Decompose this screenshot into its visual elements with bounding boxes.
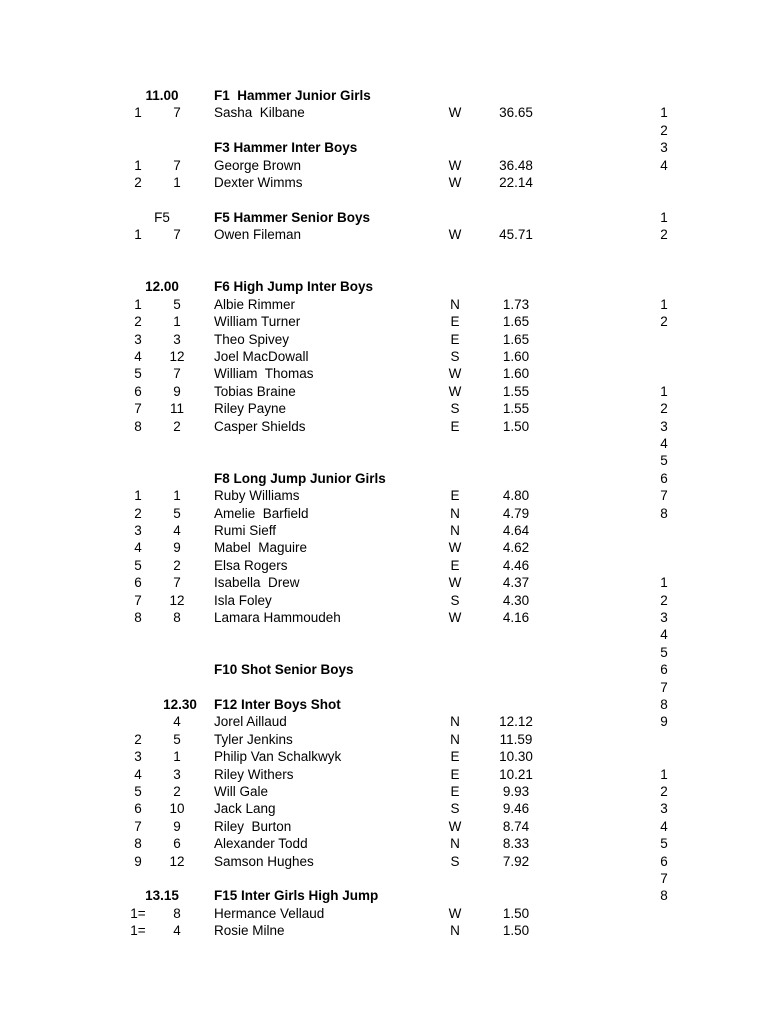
result-position: 6 [134,383,142,399]
result-position: 2 [134,175,142,190]
result-mark: 36.65 [499,105,533,121]
team-code: W [448,383,462,399]
rank-number: 6 [660,853,668,869]
result-lane: 7 [173,575,181,591]
athlete-name: Jack Lang [214,801,276,817]
result-position: 8 [134,418,142,434]
event-time [132,470,192,487]
team-code: W [448,905,462,921]
event-heading: F3 Hammer Inter Boys [214,140,358,156]
result-position: 1 [134,157,142,173]
rank-number: 5 [660,836,668,852]
rank-number: 4 [660,818,668,834]
team-code: W [448,227,462,243]
result-lane: 7 [173,105,181,121]
result-mark: 1.55 [502,401,530,417]
rank-number: 4 [660,436,668,451]
result-position: 1= [130,905,146,921]
rank-number: 1 [660,766,668,782]
result-mark: 11.59 [499,731,533,747]
result-lane: 11 [169,401,184,417]
result-lane: 2 [173,557,181,573]
athlete-name: Tobias Braine [214,383,296,399]
result-lane: 7 [173,366,181,382]
athlete-name: Tyler Jenkins [214,731,293,747]
athlete-name: Alexander Todd [214,836,308,852]
result-position [118,713,158,730]
result-mark: 1.50 [502,418,530,434]
result-lane: 6 [173,836,181,852]
result-mark: 9.46 [502,801,530,817]
athlete-name: Dexter Wimms [214,175,303,190]
result-lane: 1 [173,175,181,190]
rank-number: 4 [660,157,668,173]
team-code: W [448,540,462,556]
event-time: 12.30 [163,697,197,712]
rank-number: 1 [660,383,668,399]
rank-number: 3 [660,801,668,817]
rank-number: 2 [660,227,668,243]
result-mark: 4.46 [502,557,530,573]
team-code: N [450,923,460,939]
result-position: 7 [134,592,142,608]
result-lane: 9 [173,383,181,399]
team-code: W [448,175,462,190]
rank-number: 8 [660,505,668,521]
result-mark: 4.79 [502,505,530,521]
event-time: 13.15 [145,888,179,904]
result-mark: 45.71 [499,227,533,243]
team-code: W [448,105,462,121]
result-lane: 3 [173,766,181,782]
team-code: N [450,505,460,521]
rank-number: 1 [660,575,668,591]
team-code: N [450,523,460,538]
athlete-name: Philip Van Schalkwyk [214,749,342,765]
result-position: 5 [134,557,142,573]
team-code: E [450,557,460,573]
rank-number: 8 [660,888,668,904]
result-lane: 9 [173,540,181,556]
result-position: 7 [134,401,142,417]
athlete-name: Rumi Sieff [214,523,277,538]
result-position: 8 [134,610,142,625]
result-mark: 8.74 [502,818,530,834]
rank-number: 2 [660,401,668,417]
team-code: E [450,418,460,434]
result-position: 9 [134,853,142,869]
result-mark: 4.80 [502,488,530,504]
event-heading: F6 High Jump Inter Boys [214,279,374,295]
result-lane: 12 [169,853,185,869]
result-position: 3 [134,331,142,347]
athlete-name: Lamara Hammoudeh [214,610,341,625]
athlete-name: Riley Payne [214,401,287,417]
rank-number: 4 [660,627,668,643]
result-mark: 1.60 [502,366,530,382]
rank-number: 7 [660,679,668,695]
athlete-name: Albie Rimmer [214,296,296,312]
result-position: 6 [134,575,142,591]
rank-number: 2 [660,784,668,799]
result-position: 2 [134,731,142,747]
result-lane: 1 [173,749,181,765]
rank-number: 5 [660,453,668,469]
result-position: 4 [134,766,142,782]
athlete-name: Ruby Williams [214,488,300,504]
rank-number: 2 [660,314,668,330]
result-lane: 10 [169,801,185,817]
result-mark: 1.50 [502,905,530,921]
rank-number: 2 [660,592,668,608]
athlete-name: Riley Burton [214,818,292,834]
rank-number: 9 [660,714,668,730]
result-mark: 12.12 [499,714,533,730]
rank-number: 3 [660,418,668,434]
athlete-name: Rosie Milne [214,923,285,939]
event-heading: F10 Shot Senior Boys [214,662,354,678]
team-code: E [450,488,460,504]
event-heading: F12 Inter Boys Shot [214,697,341,712]
team-code: S [450,401,460,417]
result-position: 1 [134,105,142,121]
result-lane: 2 [173,784,181,799]
athlete-name: Theo Spivey [214,331,290,347]
result-lane: 1 [173,488,181,504]
event-time [132,661,192,678]
event-time: 12.00 [145,279,179,295]
team-code: E [450,331,460,347]
result-lane: 12 [169,349,185,364]
athlete-name: Owen Fileman [214,227,302,243]
event-time [132,139,192,156]
athlete-name: Amelie Barfield [214,505,309,521]
athlete-name: Elsa Rogers [214,557,288,573]
result-lane: 8 [173,905,181,921]
result-lane: 5 [173,296,181,312]
team-code: E [450,314,460,330]
rank-number: 6 [660,470,668,486]
result-mark: 1.50 [502,923,530,939]
result-lane: 5 [173,731,181,747]
result-mark: 1.65 [502,314,530,330]
result-position: 2 [134,505,142,521]
result-position: 2 [134,314,142,330]
result-mark: 7.92 [502,853,530,869]
result-mark: 1.73 [502,296,530,312]
event-heading: F8 Long Jump Junior Girls [214,470,386,486]
athlete-name: Hermance Vellaud [214,905,325,921]
team-code: S [450,853,460,869]
result-mark: 10.30 [499,749,533,765]
event-time: F5 [154,209,170,225]
result-mark: 1.65 [502,331,530,347]
result-lane: 2 [173,418,181,434]
event-heading: F1 Hammer Junior Girls [214,88,371,103]
result-position: 5 [134,366,142,382]
team-code: W [448,157,462,173]
event-heading: F5 Hammer Senior Boys [214,209,371,225]
result-position: 5 [134,784,142,799]
event-time: 11.00 [145,88,179,103]
result-lane: 9 [173,818,181,834]
athlete-name: Sasha Kilbane [214,105,305,121]
athlete-name: Riley Withers [214,766,294,782]
rank-number: 7 [660,488,668,504]
result-mark: 22.14 [499,175,533,190]
athlete-name: William Turner [214,314,301,330]
athlete-name: Samson Hughes [214,853,314,869]
result-lane: 7 [173,157,181,173]
athlete-name: George Brown [214,157,302,173]
result-position: 1 [134,227,142,243]
team-code: E [450,749,460,765]
rank-number: 3 [660,610,668,625]
result-position: 4 [134,540,142,556]
result-lane: 8 [173,610,181,625]
rank-number: 8 [660,697,668,712]
result-mark: 4.64 [502,523,530,538]
team-code: N [450,296,460,312]
rank-number: 3 [660,140,668,156]
team-code: E [450,766,460,782]
result-lane: 3 [173,331,181,347]
result-mark: 10.21 [499,766,533,782]
team-code: W [448,366,462,382]
athlete-name: Isabella Drew [214,575,300,591]
athlete-name: Will Gale [214,784,269,799]
result-mark: 1.55 [502,383,530,399]
result-mark: 4.62 [502,540,530,556]
result-mark: 36.48 [499,157,533,173]
athlete-name: Mabel Maguire [214,540,308,556]
rank-number: 7 [660,871,668,886]
rank-number: 6 [660,662,668,678]
team-code: W [448,610,462,625]
team-code: S [450,592,460,608]
athlete-name: Casper Shields [214,418,306,434]
rank-number: 5 [660,644,668,660]
result-position: 6 [134,801,142,817]
result-lane: 5 [173,505,181,521]
result-position: 3 [134,749,142,765]
team-code: S [450,801,460,817]
result-lane: 4 [173,923,181,939]
result-lane: 7 [173,227,181,243]
event-heading: F15 Inter Girls High Jump [214,888,379,904]
rank-number: 1 [660,209,668,225]
result-position: 1 [134,488,142,504]
rank-number: 1 [660,105,668,121]
athlete-name: Jorel Aillaud [214,714,287,730]
team-code: N [450,836,460,852]
team-code: E [450,784,460,799]
result-mark: 8.33 [502,836,530,852]
rank-number: 2 [660,122,668,138]
team-code: W [448,575,462,591]
result-lane: 4 [173,714,181,730]
result-mark: 1.60 [502,349,530,364]
result-mark: 4.30 [502,592,530,608]
team-code: S [450,349,460,364]
athlete-name: William Thomas [214,366,314,382]
team-code: W [448,818,462,834]
result-mark: 4.37 [502,575,530,591]
athlete-name: Joel MacDowall [214,349,309,364]
result-position: 1 [134,296,142,312]
result-lane: 1 [173,314,181,330]
team-code: N [450,714,460,730]
result-position: 3 [134,523,142,538]
result-position: 8 [134,836,142,852]
result-position: 7 [134,818,142,834]
result-lane: 4 [173,523,181,538]
result-mark: 4.16 [502,610,530,625]
athlete-name: Isla Foley [214,592,272,608]
result-mark: 9.93 [502,784,530,799]
result-lane: 12 [169,592,185,608]
rank-number: 1 [660,296,668,312]
result-position: 1= [130,923,146,939]
team-code: N [450,731,460,747]
result-position: 4 [134,349,142,364]
